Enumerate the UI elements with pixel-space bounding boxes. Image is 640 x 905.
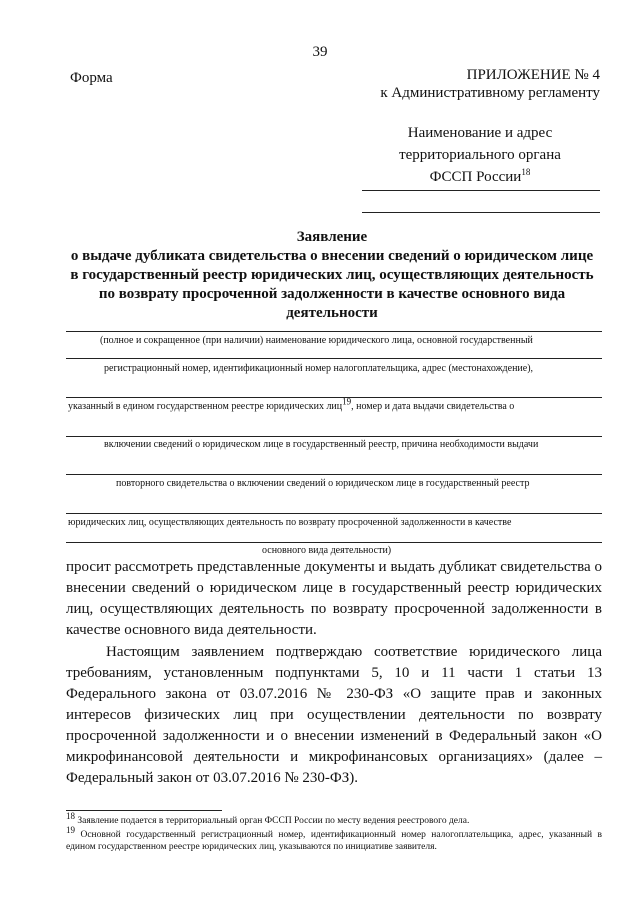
appendix-reference: к Административному регламенту — [380, 85, 600, 101]
footnote-19: $^{19}$ Основной государственный регистрационный номер, идентификационный номер налогоплательщика, адрес, указанный в едином государственном реестре юридических лиц, указываются по инициативе заявителя. — [66, 824, 602, 852]
addressee-fill-line-1 — [362, 190, 600, 191]
appendix-header — [330, 66, 600, 102]
footnote-18: $^{18}$ Заявление подается в территориальный орган ФССП России по месту ведения реестрового дела. — [66, 810, 470, 826]
footnote-separator — [66, 810, 222, 811]
addressee-block — [360, 122, 600, 188]
caption-5: повторного свидетельства о включении сведений о юридическом лице в государственный реестр — [116, 478, 530, 489]
caption-2: регистрационный номер, идентификационный номер налогоплательщика, адрес (местонахождение), — [104, 363, 534, 374]
addressee-fill-line-2 — [362, 212, 600, 213]
footnote-ref-18: 18 — [521, 167, 531, 177]
caption-4: включении сведений о юридическом лице в государственный реестр, причина необходимости выдачи — [104, 439, 539, 450]
page-number: 39 — [312, 44, 328, 60]
caption-7: основного вида деятельности) — [262, 545, 392, 556]
fill-line-5 — [66, 474, 602, 475]
fill-line-4 — [66, 436, 602, 437]
fill-line-2 — [66, 358, 602, 359]
title-heading: Заявление — [296, 229, 368, 245]
appendix-number: ПРИЛОЖЕНИЕ № 4 — [466, 67, 600, 83]
addressee-line-1: Наименование и адрес — [407, 125, 553, 141]
title-line-2: в государственный реестр юридических лиц, осуществляющих деятельность — [70, 267, 594, 283]
body-paragraph-2: Настоящим заявлением подтверждаю соответствие юридического лица требованиям, установленным подпунктами 5, 10 и 11 части 1 статьи 13 Федерального закона от 03.07.2016 № 230-ФЗ «О защите прав и законных интересов физических лиц при осуществлении деятельности по возврату просроченной задолженности и о внесении изменений в Федеральный закон «О микрофинансовой деятельности и микрофинансовых организациях» (далее – Федеральный закон от 03.07.2016 № 230-ФЗ). — [66, 644, 602, 786]
fill-line-3 — [66, 397, 602, 398]
fill-line-7 — [66, 542, 602, 543]
caption-6: юридических лиц, осуществляющих деятельность по возврату просроченной задолженности в качестве — [68, 517, 512, 528]
fill-line-1 — [66, 331, 602, 332]
form-label: Форма — [70, 70, 113, 86]
body-paragraph-1: просит рассмотреть представленные документы и выдать дубликат свидетельства о внесении сведений о юридическом лице в государственный реестр юридических лиц, осуществляющих деятельность по возврату просроченной задолженности в качестве основного вида деятельности. — [66, 559, 602, 638]
caption-3: указанный в едином государственном реестре юридических лиц$^{19}$, номер и дата выдачи свидетельства о — [68, 396, 515, 412]
addressee-line-3: ФССП России$^{18}$ — [429, 167, 531, 185]
title-line-4: деятельности — [286, 305, 378, 321]
fill-line-6 — [66, 513, 602, 514]
title-line-1: о выдаче дубликата свидетельства о внесении сведений о юридическом лице — [70, 248, 594, 264]
caption-1: (полное и сокращенное (при наличии) наименование юридического лица, основной государственный — [100, 335, 533, 346]
footnote-ref-19: 19 — [342, 396, 352, 407]
addressee-line-2: территориального органа — [399, 147, 561, 163]
title-line-3: по возврату просроченной задолженности в качестве основного вида — [98, 286, 566, 302]
document-title — [62, 228, 602, 323]
